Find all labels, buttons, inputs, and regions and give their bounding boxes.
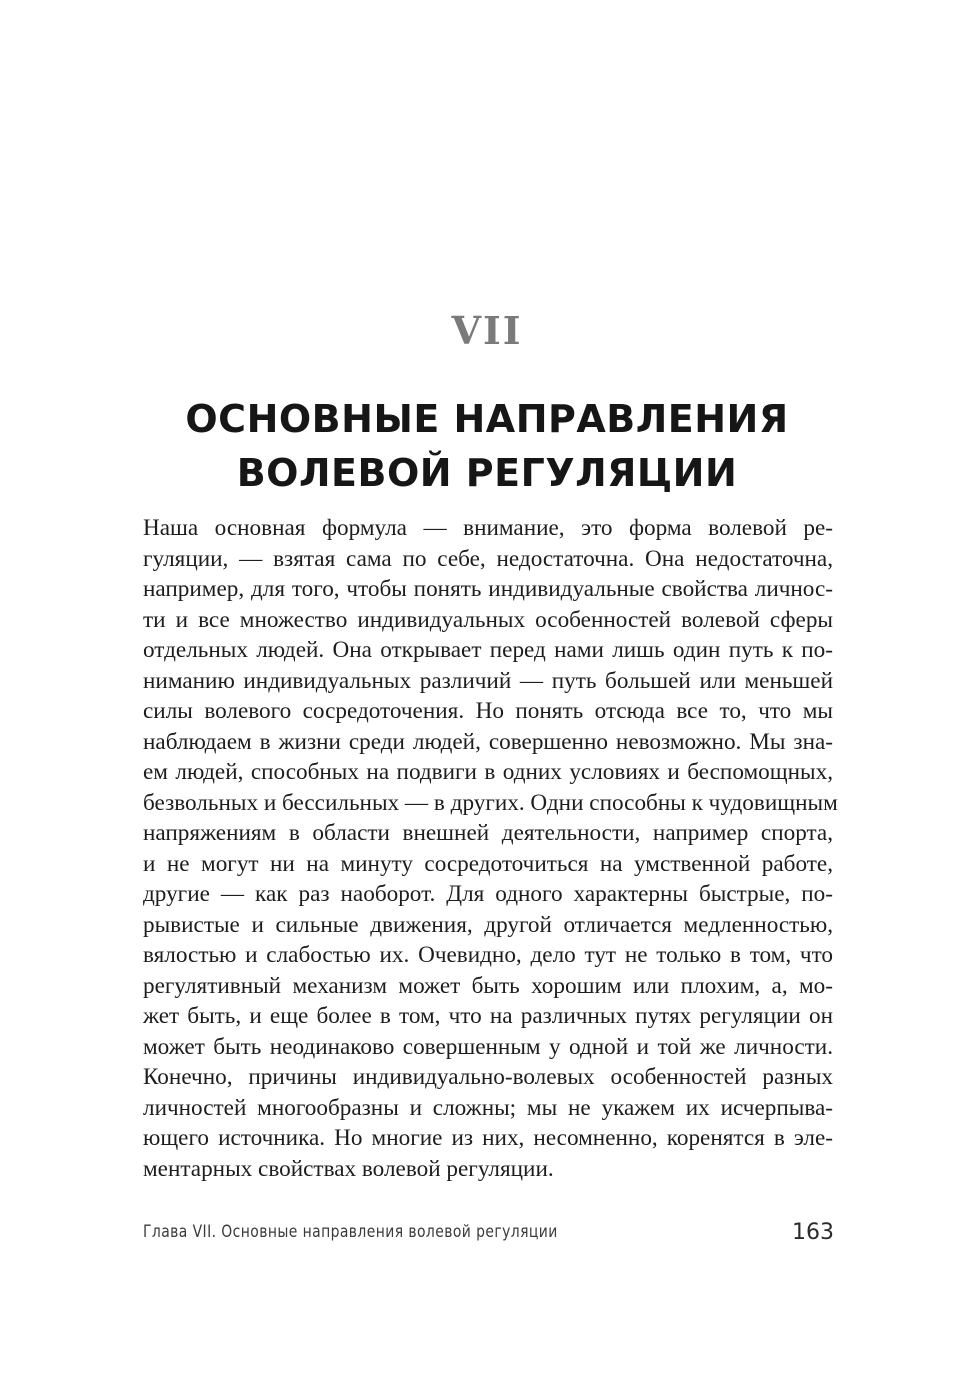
text-line: может быть неодинаково совершенным у одной и той же личности. [143,1033,833,1060]
text-line: ниманию индивидуальных различий — путь большей или меньшей [143,667,833,694]
text-line: ментарных свойствах волевой регуляции. [143,1155,554,1182]
page-number: 163 [792,1220,834,1245]
text-line: регулятивный механизм может быть хорошим или плохим, а, мо- [143,972,833,999]
chapter-number: VII [451,308,523,353]
text-line: Наша основная формула — внимание, это форма волевой ре- [143,515,833,541]
running-footer-title: Глава VII. Основные направления волевой регуляции [143,1222,558,1242]
text-line: другие — как раз наоборот. Для одного характерны быстрые, по- [143,881,833,907]
chapter-title-line: ОСНОВНЫЕ НАПРАВЛЕНИЯ [185,397,789,441]
text-line: и не могут ни на минуту сосредоточиться на умственной работе, [143,850,833,877]
text-line: вялостью и слабостью их. Очевидно, дело тут не только в том, что [143,942,833,968]
text-line: личностей многообразны и сложны; мы не укажем их исчерпыва- [143,1094,833,1121]
text-line: жет быть, и еще более в том, что на различных путях регуляции он [143,1003,833,1029]
text-line: ем людей, способных на подвиги в одних условиях и беспомощных, [143,759,833,785]
text-line: Конечно, причины индивидуально-волевых особенностей разных [143,1064,833,1090]
chapter-title [100,392,874,500]
text-line: напряжениям в области внешней деятельности, например спорта, [143,820,833,846]
text-line: ти и все множество индивидуальных особенностей волевой сферы [143,606,833,633]
text-line: силы волевого сосредоточения. Но понять отсюда все то, что мы [143,698,833,724]
text-line: рывистые и сильные движения, другой отличается медленностью, [143,911,833,938]
text-line: наблюдаем в жизни среди людей, совершенно невозможно. Мы зна- [143,728,833,755]
text-line: гуляции, — взятая сама по себе, недостаточна. Она недостаточна, [143,545,833,572]
text-line: ющего источника. Но многие из них, несомненно, коренятся в эле- [143,1125,833,1151]
text-line: безвольных и бессильных — в других. Одни способны к чудовищным [143,789,838,816]
chapter-title-line: ВОЛЕВОЙ РЕГУЛЯЦИИ [236,451,738,495]
body-paragraph [143,513,838,1184]
text-line: отдельных людей. Она открывает перед нами лишь один путь к по- [143,637,833,663]
text-line: например, для того, чтобы понять индивидуальные свойства личнос- [143,576,833,602]
